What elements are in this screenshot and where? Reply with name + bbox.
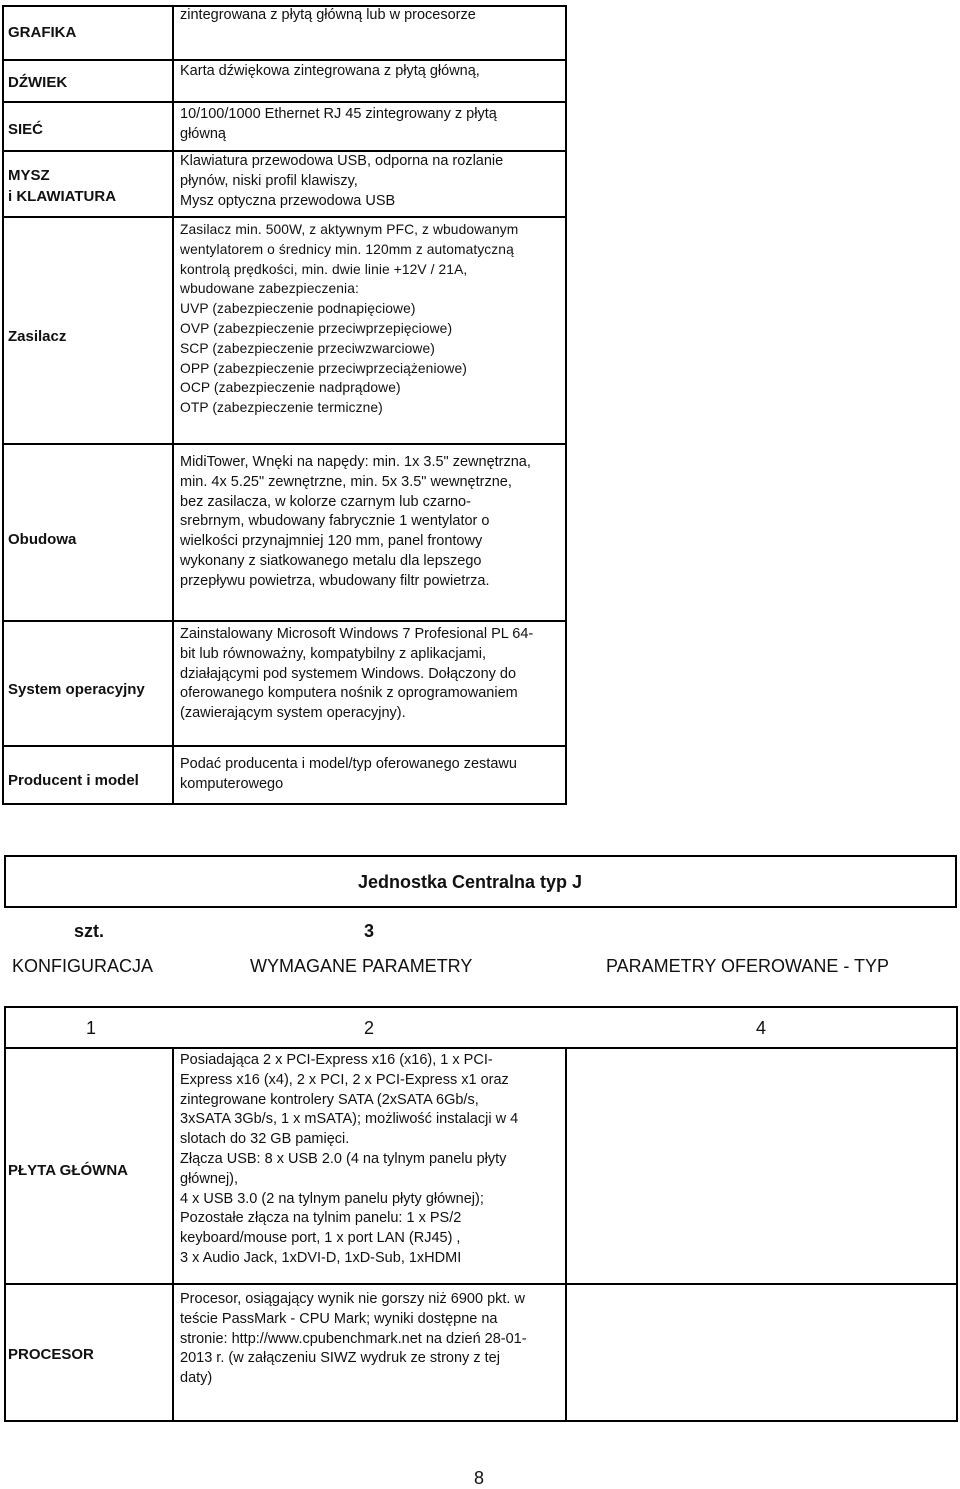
column-number-4: 4	[756, 1018, 767, 1038]
row-label: MYSZ i KLAWIATURA	[8, 167, 117, 205]
row-label: Producent i model	[8, 772, 139, 789]
column-number-2: 2	[364, 1018, 375, 1038]
row-label: Zasilacz	[8, 328, 67, 345]
row-label: System operacyjny	[8, 681, 145, 698]
quantity-value: 3	[364, 921, 375, 941]
row-description: Podać producenta i model/typ oferowanego zestawu komputerowego	[180, 756, 517, 792]
row-description: Posiadająca 2 x PCI-Express x16 (x16), 1 x PCI- Express x16 (x4), 2 x PCI, 2 x PCI-Express x1 oraz zintegrowane kontrolery SATA (2xSATA 6Gb/s, 3xSATA 3Gb/s, 1 x mSATA); możliwość instalacji w 4 slotach do 32 GB pamięci. Złącza USB: 8 x USB 2.0 (4 na tylnym panelu płyty głównej), 4 x USB 3.0 (2 na tylnym panelu płyty głównej); Pozostałe złącza na tylnim panelu: 1 x PS/2 keyboard/mouse port, 1 x port LAN (RJ45) , 3 x Audio Jack, 1xDVI-D, 1xD-Sub, 1xHDMI	[180, 1052, 519, 1266]
quantity-label: szt.	[74, 921, 105, 941]
column-header-parametry-oferowane: PARAMETRY OFEROWANE - TYP	[606, 956, 890, 976]
column-number-1: 1	[86, 1018, 97, 1038]
column-header-wymagane-parametry: WYMAGANE PARAMETRY	[250, 956, 473, 976]
row-description: MidiTower, Wnęki na napędy: min. 1x 3.5" zewnętrzna, min. 4x 5.25" zewnętrzne, min. 5x 3.5" wewnętrzne, bez zasilacza, w kolorze czarnym lub czarno- srebrnym, wbudowany fabrycznie 1 wentylator o wielkości przynajmniej 120 mm, panel frontowy wykonany z siatkowanego metalu dla lepszego przepływu powietrza, wbudowany filtr powietrza.	[180, 454, 531, 589]
section-title: Jednostka Centralna typ J	[358, 872, 583, 892]
column-header-konfiguracja: KONFIGURACJA	[12, 956, 154, 976]
row-label: DŹWIEK	[8, 74, 68, 91]
row-label: SIEĆ	[8, 121, 44, 138]
row-label: PROCESOR	[8, 1346, 94, 1363]
row-description: Procesor, osiągający wynik nie gorszy niż 6900 pkt. w teście PassMark - CPU Mark; wyniki dostępne na stronie: http://www.cpubenchmark.net na dzień 28-01- 2013 r. (w załączeniu SIWZ wydruk ze strony z tej daty)	[180, 1291, 527, 1387]
row-label: Obudowa	[8, 531, 77, 548]
row-description: zintegrowana z płytą główną lub w procesorze	[180, 7, 476, 23]
row-label: PŁYTA GŁÓWNA	[8, 1162, 128, 1179]
page-number: 8	[474, 1468, 485, 1488]
row-label: GRAFIKA	[8, 24, 77, 41]
row-description: Klawiatura przewodowa USB, odporna na rozlanie płynów, niski profil klawiszy, Mysz optyczna przewodowa USB	[180, 153, 504, 209]
row-description: 10/100/1000 Ethernet RJ 45 zintegrowany z płytą główną	[180, 106, 497, 142]
row-description: Zainstalowany Microsoft Windows 7 Profesional PL 64- bit lub równoważny, kompatybilny z aplikacjami, działającymi pod systemem Windows. Dołączony do oferowanego komputera nośnik z oprogramowaniem (zawierającym system operacyjny).	[180, 626, 534, 722]
row-description: Zasilacz min. 500W, z aktywnym PFC, z wbudowanym wentylatorem o średnicy min. 120mm z automatyczną kontrolą prędkości, min. dwie linie +12V / 21A, wbudowane zabezpieczenia: UVP (zabezpieczenie podnapięciowe) OVP (zabezpieczenie przeciwprzepięciowe) SCP (zabezpieczenie przeciwzwarciowe) OPP (zabezpieczenie przeciwprzeciążeniowe) OCP (zabezpieczenie nadprądowe) OTP (zabezpieczenie termiczne)	[180, 222, 519, 416]
row-description: Karta dźwiękowa zintegrowana z płytą główną,	[180, 63, 480, 79]
